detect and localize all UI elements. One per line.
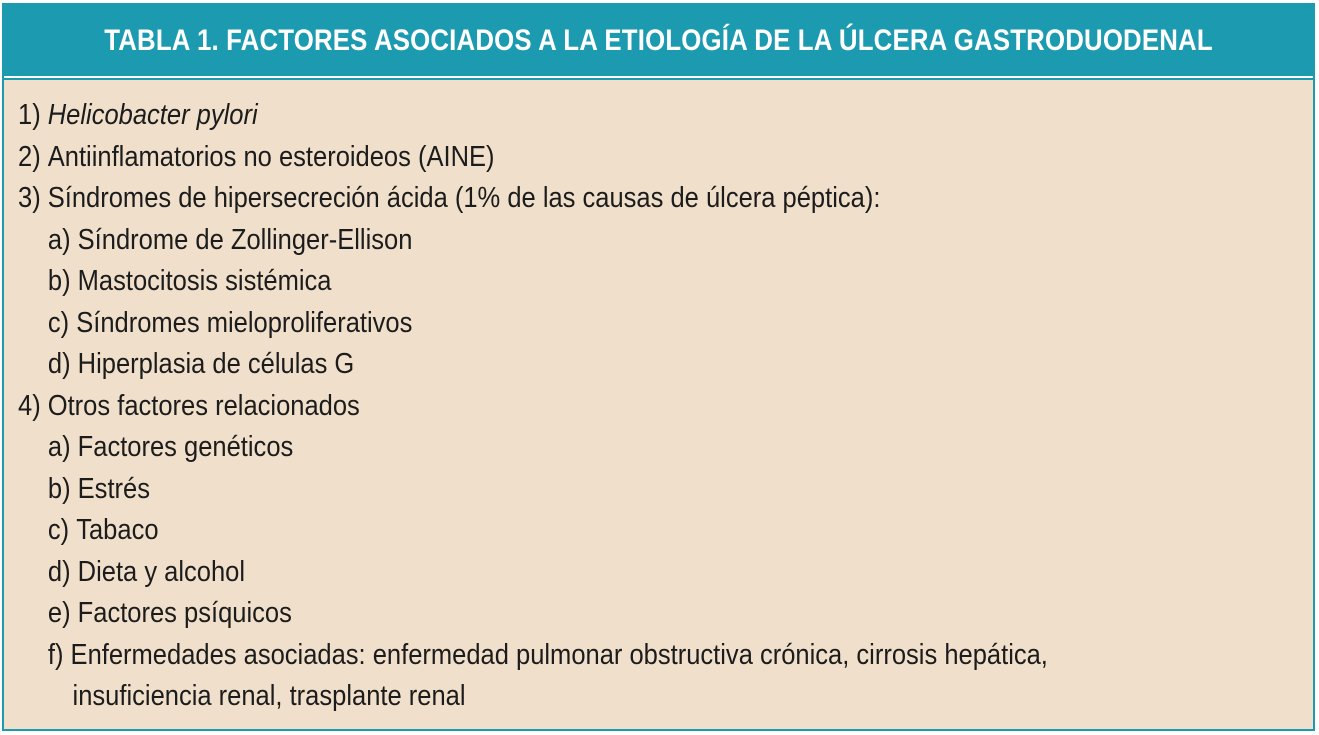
item-text: Hiperplasia de células G: [77, 348, 355, 380]
item-marker: c): [47, 306, 70, 339]
item-text: Antiinflamatorios no esteroideos (AINE): [47, 140, 495, 173]
item-marker: b): [47, 265, 71, 297]
item-marker: d): [47, 348, 71, 380]
item-text: Síndromes mieloproliferativos: [76, 306, 413, 339]
sub-item-estres: [18, 469, 1149, 511]
item-marker: e): [47, 597, 71, 629]
item-marker: a): [47, 431, 71, 463]
item-text: Enfermedades asociadas: enfermedad pulmonar obstructiva crónica, cirrosis hepática,: [70, 638, 1048, 671]
item-marker: b): [47, 472, 71, 505]
list-item-hipersecrecion: [18, 178, 1149, 220]
list-item-aine: [18, 137, 1149, 179]
sub-item-geneticos: [18, 427, 1149, 469]
item-text: Síndromes de hipersecreción ácida (1% de las causas de úlcera péptica):: [47, 182, 881, 214]
item-marker: 1): [18, 99, 41, 131]
item-marker: 2): [18, 140, 41, 173]
sub-item-mieloproliferativos: [18, 303, 1149, 345]
item-text: Estrés: [77, 472, 150, 505]
sub-item-enfermedades-continuation: [18, 676, 1149, 718]
item-text: Dieta y alcohol: [77, 555, 246, 588]
item-marker: c): [47, 514, 70, 546]
sub-item-zollinger: [18, 220, 1149, 262]
sub-item-dieta: [18, 552, 1149, 594]
item-text: Tabaco: [76, 514, 159, 546]
item-text: Otros factores relacionados: [47, 389, 360, 422]
list-item-otros: [18, 386, 1149, 428]
item-marker: f): [47, 638, 64, 671]
item-marker: 4): [18, 389, 41, 422]
item-text: Síndrome de Zollinger-Ellison: [77, 223, 413, 256]
item-text: Mastocitosis sistémica: [77, 265, 332, 297]
item-text: Factores genéticos: [77, 431, 294, 463]
item-marker: 3): [18, 182, 41, 214]
table-body: [18, 95, 1303, 718]
item-marker: d): [47, 555, 71, 588]
sub-item-tabaco: [18, 510, 1149, 552]
sub-item-enfermedades: [18, 635, 1149, 677]
sub-item-mastocitosis: [18, 261, 1149, 303]
table-title: TABLA 1. FACTORES ASOCIADOS A LA ETIOLOGÍA DE LA ÚLCERA GASTRODUODENAL: [104, 23, 1213, 57]
sub-item-psiquicos: [18, 593, 1149, 635]
list-item-helicobacter: [18, 95, 1149, 137]
item-text: insuficiencia renal, trasplante renal: [72, 680, 466, 712]
factors-table: [2, 3, 1315, 731]
item-marker: a): [47, 223, 71, 256]
table-header: [4, 5, 1313, 78]
sub-item-hiperplasia: [18, 344, 1149, 386]
item-text: Factores psíquicos: [77, 597, 292, 629]
item-text: Helicobacter pylori: [47, 99, 258, 131]
